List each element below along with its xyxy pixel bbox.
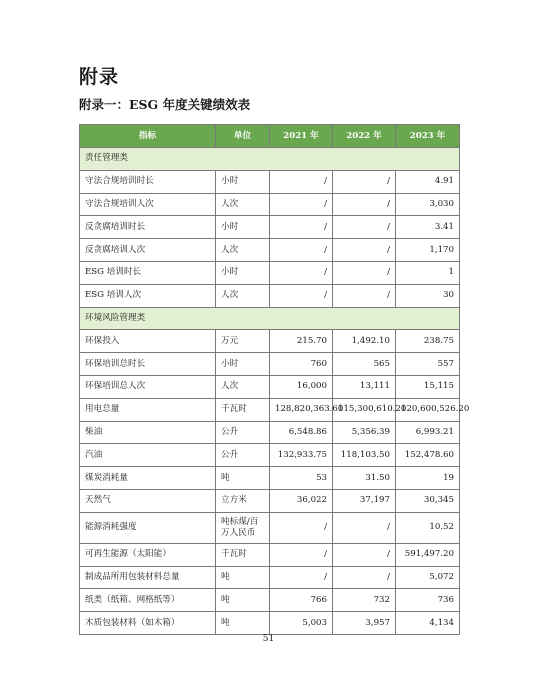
unit-cell: 小时 — [216, 170, 270, 193]
value-2022-cell: / — [333, 170, 396, 193]
value-2023-cell: 238.75 — [396, 330, 460, 353]
esg-kpi-table — [79, 124, 470, 635]
table-row — [80, 261, 460, 284]
value-2021-cell: / — [270, 239, 333, 262]
page-number: 51 — [262, 634, 275, 644]
value-2021-cell: 16,000 — [270, 375, 333, 398]
table-row — [80, 193, 460, 216]
table-row — [80, 512, 460, 543]
table-header-row — [80, 125, 460, 148]
unit-cell: 人次 — [216, 193, 270, 216]
value-2023-cell: 736 — [396, 589, 460, 612]
value-2021-cell: / — [270, 170, 333, 193]
table-row — [80, 330, 460, 353]
unit-cell: 人次 — [216, 375, 270, 398]
indicator-cell: 环保培训总人次 — [80, 375, 216, 398]
value-2021-cell: 6,548.86 — [270, 421, 333, 444]
table-row — [80, 444, 460, 467]
value-2022-cell: 565 — [333, 353, 396, 376]
indicator-cell: 守法合规培训人次 — [80, 193, 216, 216]
value-2023-cell: 19 — [396, 467, 460, 490]
unit-cell: 人次 — [216, 284, 270, 307]
table-row — [80, 375, 460, 398]
section-subtitle: 附录一：ESG 年度关键绩效表 — [79, 97, 251, 112]
table-row — [80, 239, 460, 262]
header-2023: 2023 年 — [396, 125, 460, 148]
unit-cell: 公升 — [216, 444, 270, 467]
value-2021-cell: 128,820,363.60 — [270, 398, 333, 421]
value-2023-cell: 6,993.21 — [396, 421, 460, 444]
table-row — [80, 566, 460, 589]
header-unit: 单位 — [216, 125, 270, 148]
value-2021-cell: / — [270, 566, 333, 589]
table-row — [80, 284, 460, 307]
page-title: 附录 — [79, 66, 120, 88]
value-2023-cell: 120,600,526.20 — [396, 398, 460, 421]
value-2021-cell: / — [270, 543, 333, 566]
unit-cell: 吨 — [216, 467, 270, 490]
value-2022-cell: 5,356.39 — [333, 421, 396, 444]
value-2023-cell: 152,478.60 — [396, 444, 460, 467]
header-indicator: 指标 — [80, 125, 216, 148]
value-2021-cell: 215.70 — [270, 330, 333, 353]
header-2022: 2022 年 — [333, 125, 396, 148]
value-2022-cell: 37,197 — [333, 489, 396, 512]
indicator-cell: 可再生能源（太阳能） — [80, 543, 216, 566]
header-2021: 2021 年 — [270, 125, 333, 148]
value-2023-cell: 1 — [396, 261, 460, 284]
value-2021-cell: / — [270, 261, 333, 284]
indicator-cell: 用电总量 — [80, 398, 216, 421]
unit-cell: 吨 — [216, 612, 270, 635]
indicator-cell: 木质包装材料（如木箱） — [80, 612, 216, 635]
indicator-cell: 制成品所用包装材料总量 — [80, 566, 216, 589]
table-body — [80, 148, 470, 635]
value-2022-cell: 13,111 — [333, 375, 396, 398]
indicator-cell: 反贪腐培训人次 — [80, 239, 216, 262]
value-2022-cell: 115,300,610.20 — [333, 398, 396, 421]
table-row — [80, 467, 460, 490]
category-label: 环境风险管理类 — [80, 307, 460, 330]
table-row — [80, 398, 460, 421]
value-2021-cell: / — [270, 193, 333, 216]
value-2021-cell: / — [270, 512, 333, 543]
table-row — [80, 612, 460, 635]
table-row — [80, 170, 460, 193]
indicator-cell: 能源消耗强度 — [80, 512, 216, 543]
unit-cell: 人次 — [216, 239, 270, 262]
table-row — [80, 489, 460, 512]
unit-cell: 千瓦时 — [216, 398, 270, 421]
value-2022-cell: 1,492.10 — [333, 330, 396, 353]
unit-cell: 吨标煤/百万人民币 — [216, 512, 270, 543]
value-2022-cell: / — [333, 512, 396, 543]
table-row — [80, 421, 460, 444]
unit-cell: 万元 — [216, 330, 270, 353]
value-2021-cell: 766 — [270, 589, 333, 612]
value-2022-cell: / — [333, 284, 396, 307]
value-2023-cell: 3,030 — [396, 193, 460, 216]
table-row — [80, 353, 460, 376]
value-2023-cell: 30 — [396, 284, 460, 307]
value-2022-cell: 31.50 — [333, 467, 396, 490]
indicator-cell: 环保投入 — [80, 330, 216, 353]
unit-cell: 立方米 — [216, 489, 270, 512]
indicator-cell: 汽油 — [80, 444, 216, 467]
value-2021-cell: 53 — [270, 467, 333, 490]
indicator-cell: 煤炭消耗量 — [80, 467, 216, 490]
unit-cell: 小时 — [216, 353, 270, 376]
unit-cell: 小时 — [216, 261, 270, 284]
value-2022-cell: / — [333, 543, 396, 566]
value-2022-cell: / — [333, 566, 396, 589]
value-2023-cell: 1,170 — [396, 239, 460, 262]
value-2023-cell: 5,072 — [396, 566, 460, 589]
indicator-cell: 天然气 — [80, 489, 216, 512]
indicator-cell: ESG 培训时长 — [80, 261, 216, 284]
value-2023-cell: 30,345 — [396, 489, 460, 512]
indicator-cell: 反贪腐培训时长 — [80, 216, 216, 239]
value-2023-cell: 3.41 — [396, 216, 460, 239]
unit-cell: 吨 — [216, 589, 270, 612]
category-row — [80, 148, 460, 171]
value-2023-cell: 10.52 — [396, 512, 460, 543]
indicator-cell: ESG 培训人次 — [80, 284, 216, 307]
indicator-cell: 环保培训总时长 — [80, 353, 216, 376]
unit-cell: 公升 — [216, 421, 270, 444]
unit-cell: 小时 — [216, 216, 270, 239]
value-2022-cell: / — [333, 193, 396, 216]
value-2022-cell: / — [333, 239, 396, 262]
value-2023-cell: 557 — [396, 353, 460, 376]
value-2022-cell: / — [333, 261, 396, 284]
indicator-cell: 纸类（纸箱、网格纸等） — [80, 589, 216, 612]
category-row — [80, 307, 460, 330]
unit-cell: 千瓦时 — [216, 543, 270, 566]
value-2022-cell: 3,957 — [333, 612, 396, 635]
value-2022-cell: / — [333, 216, 396, 239]
value-2022-cell: 732 — [333, 589, 396, 612]
value-2021-cell: / — [270, 216, 333, 239]
table-row — [80, 543, 460, 566]
value-2021-cell: 132,933.75 — [270, 444, 333, 467]
value-2022-cell: 118,103.50 — [333, 444, 396, 467]
value-2023-cell: 15,115 — [396, 375, 460, 398]
value-2023-cell: 4,134 — [396, 612, 460, 635]
value-2023-cell: 4.91 — [396, 170, 460, 193]
value-2021-cell: 760 — [270, 353, 333, 376]
indicator-cell: 柴油 — [80, 421, 216, 444]
value-2021-cell: 36,022 — [270, 489, 333, 512]
value-2023-cell: 591,497.20 — [396, 543, 460, 566]
table-row — [80, 216, 460, 239]
category-label: 责任管理类 — [80, 148, 460, 171]
indicator-cell: 守法合规培训时长 — [80, 170, 216, 193]
value-2021-cell: 5,003 — [270, 612, 333, 635]
unit-cell: 吨 — [216, 566, 270, 589]
value-2021-cell: / — [270, 284, 333, 307]
table-row — [80, 589, 460, 612]
